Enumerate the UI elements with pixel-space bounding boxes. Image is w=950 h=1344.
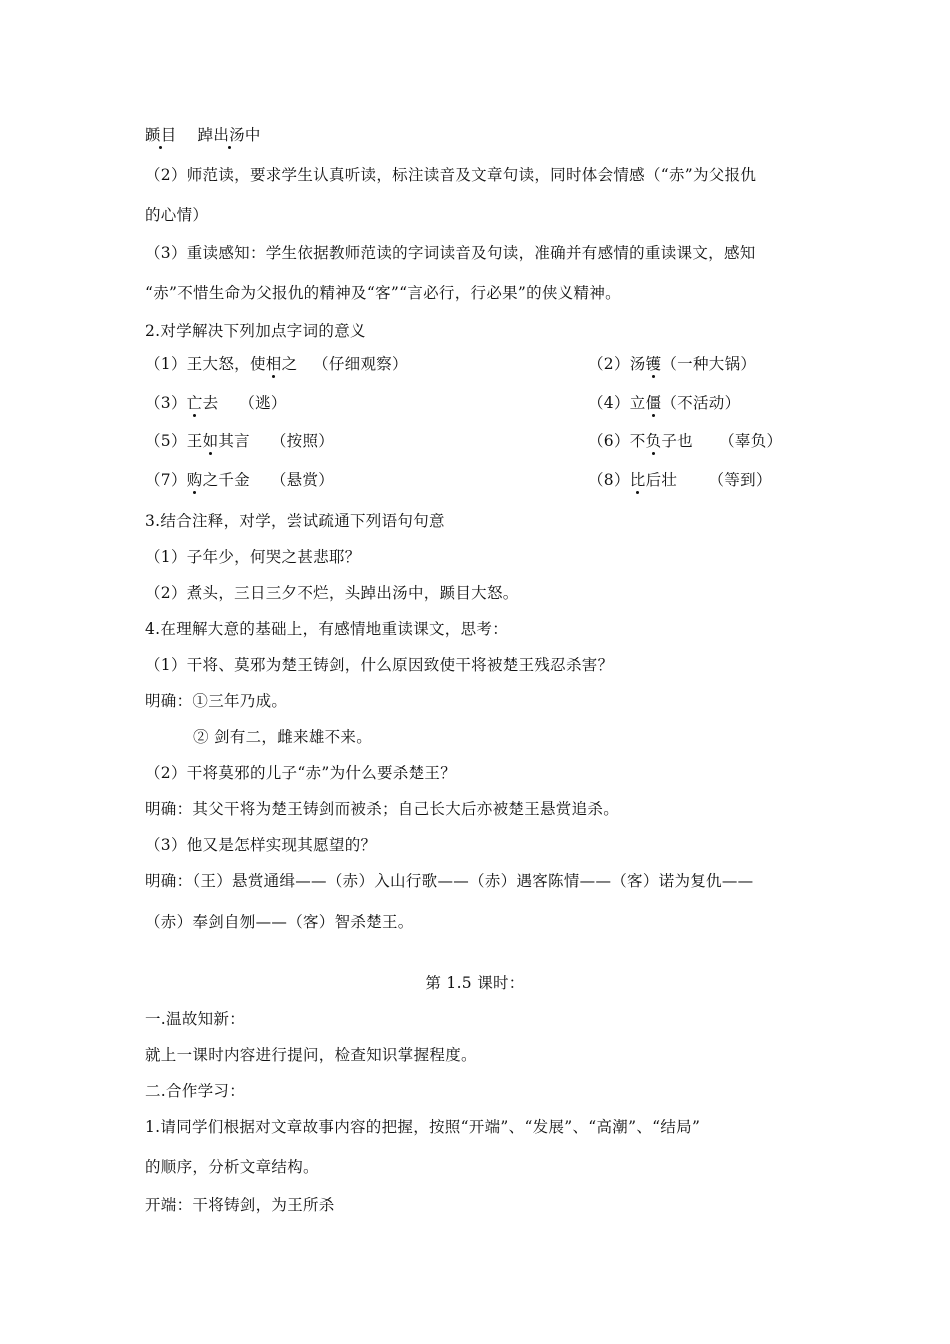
line-18: （2）干将莫邪的儿子“赤”为什么要杀楚王？ [145, 764, 457, 782]
dotted-char: 僵 [645, 394, 662, 412]
vocab-item: （4）立僵（不活动） [588, 394, 741, 412]
vocab-row-3 [145, 431, 783, 451]
line-28: 的顺序，分析文章结构。 [145, 1158, 319, 1176]
section-heading-3: 3.结合注释，对学，尝试疏通下列语句句意 [145, 512, 445, 530]
line-29: 开端：干将铸剑，为王所杀 [145, 1196, 335, 1214]
line-19: 明确：其父干将为楚王铸剑而被杀；自己长大后亦被楚王悬赏追杀。 [145, 800, 620, 818]
line-27: 1.请同学们根据对文章故事内容的把握，按照“开端”、“发展”、“高潮”、“结局” [145, 1118, 701, 1136]
line-13: （2）煮头，三日三夕不烂，头踔出汤中，踬目大怒。 [145, 584, 519, 602]
dotted-char: 比 [629, 471, 646, 489]
vocab-item: （5）王如其言 （按照） [145, 432, 335, 450]
line-21: 明确：（王）悬赏通缉——（赤）入山行歌——（赤）遇客陈情——（客）诺为复仇—— [145, 872, 754, 890]
line-4: （3）重读感知：学生依据教师范读的字词读音及句读，准确并有感情的重读课文，感知 [145, 244, 756, 262]
line-12: （1）子年少，何哭之甚悲耶？ [145, 548, 361, 566]
vocab-row-1 [145, 354, 757, 374]
dotted-char: 如 [202, 432, 219, 450]
section-heading-review: 一.温故知新： [145, 1010, 246, 1028]
line-16: 明确：①三年乃成。 [145, 692, 288, 710]
section-heading-4: 4.在理解大意的基础上，有感情地重读课文，思考： [145, 620, 508, 638]
dotted-char: 购 [186, 471, 203, 489]
lesson-title: 第 1.5 课时： [425, 974, 525, 992]
line-3: 的心情） [145, 206, 209, 224]
line-1 [145, 125, 261, 145]
section-heading-cooperative: 二.合作学习： [145, 1082, 246, 1100]
vocab-item: （2）汤镬（一种大锅） [588, 355, 757, 373]
dotted-char: 相 [265, 355, 282, 373]
dotted-char: 踬目 [145, 126, 177, 144]
vocab-item: （3）亡去 （逃） [145, 394, 287, 412]
vocab-item: （7）购之千金 （悬赏） [145, 471, 335, 489]
line-25: 就上一课时内容进行提问，检查知识掌握程度。 [145, 1046, 477, 1064]
dotted-char: 踔出汤中 [197, 126, 261, 144]
line-20: （3）他又是怎样实现其愿望的？ [145, 836, 377, 854]
dotted-char: 镬 [645, 355, 662, 373]
section-heading-2: 2.对学解决下列加点字词的意义 [145, 322, 366, 340]
line-17: ② 剑有二，雌来雄不来。 [193, 728, 373, 746]
vocab-row-4 [145, 470, 772, 490]
dotted-char: 亡 [186, 394, 203, 412]
line-2: （2）师范读，要求学生认真听读，标注读音及文章句读，同时体会情感（“赤”为父报仇 [145, 166, 757, 184]
vocab-item: （6）不负子也 （辜负） [588, 432, 783, 450]
dotted-char: 负 [645, 432, 662, 450]
vocab-item: （8）比后壮 （等到） [588, 471, 772, 489]
line-5: “赤”不惜生命为父报仇的精神及“客”“言必行，行必果”的侠义精神。 [145, 284, 621, 302]
line-22: （赤）奉剑自刎——（客）智杀楚王。 [145, 913, 414, 931]
vocab-item: （1）王大怒，使相之 （仔细观察） [145, 355, 408, 373]
line-15: （1）干将、莫邪为楚王铸剑，什么原因致使干将被楚王残忍杀害？ [145, 656, 614, 674]
vocab-row-2 [145, 393, 741, 413]
